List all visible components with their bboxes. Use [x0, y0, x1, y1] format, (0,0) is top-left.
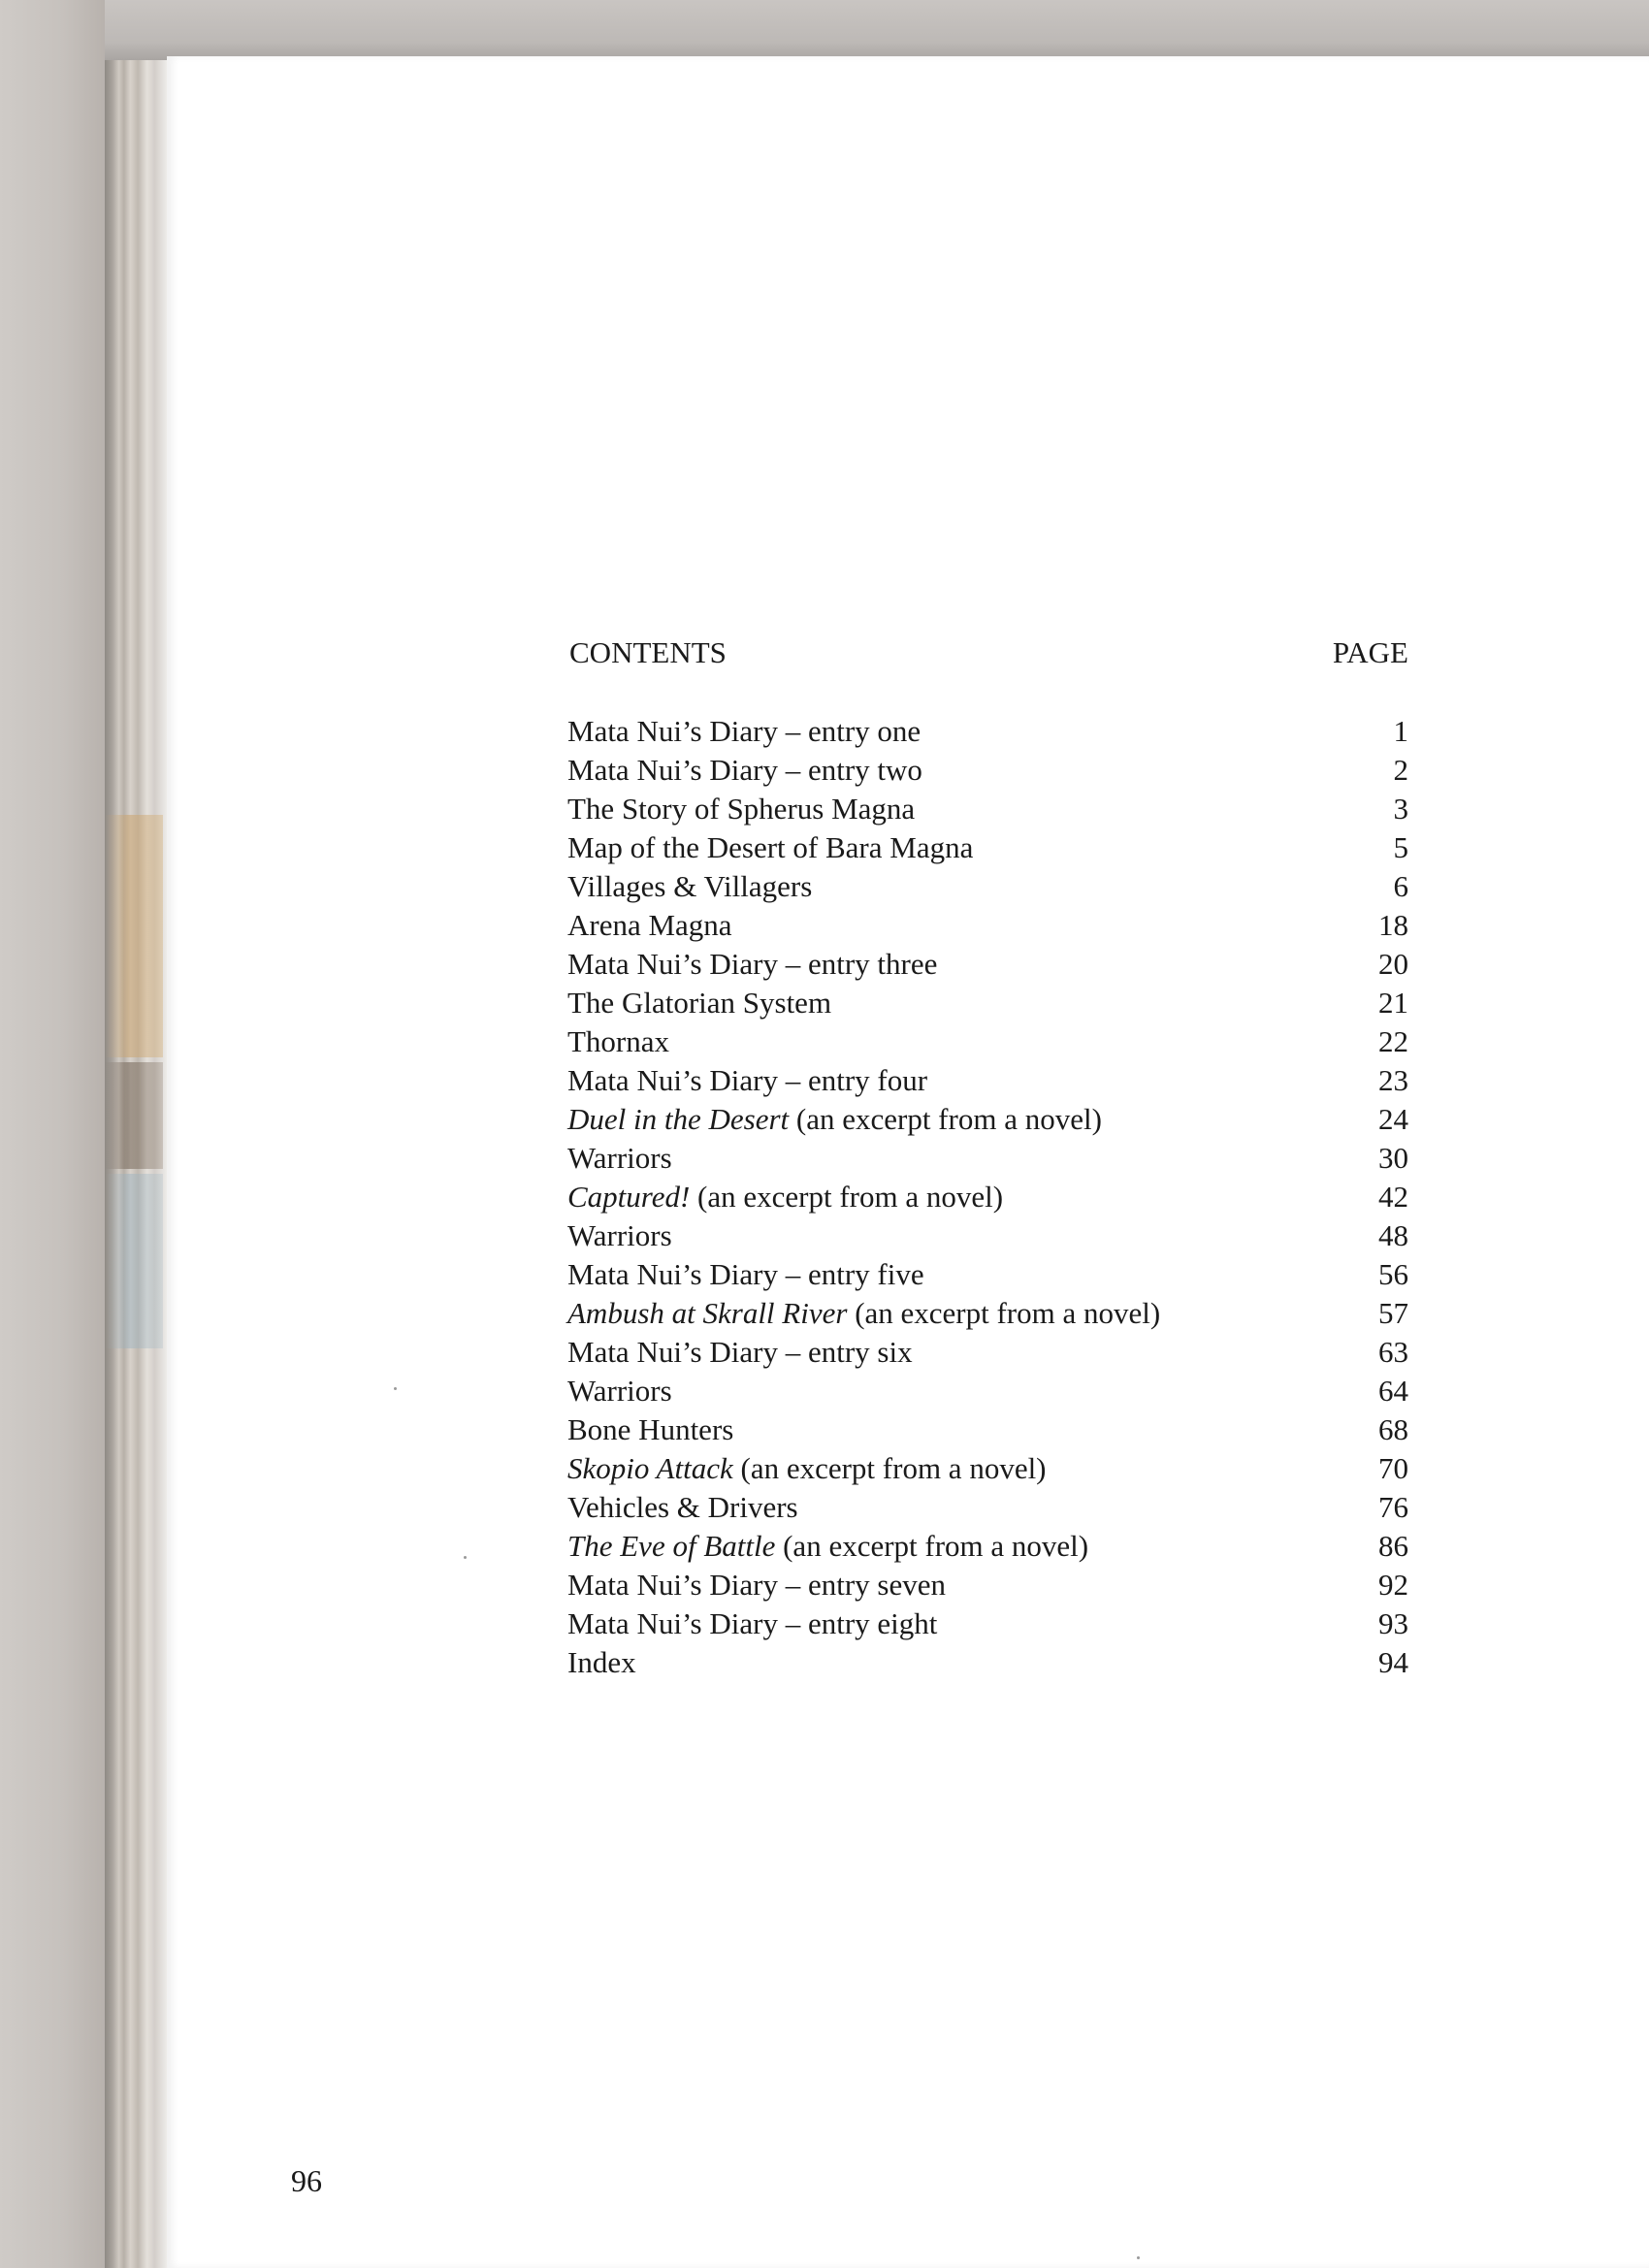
toc-entry-title — [567, 1294, 1160, 1333]
toc-entry-title — [567, 906, 732, 945]
toc-entry-title-text: Warriors — [567, 1218, 672, 1252]
toc-entry — [567, 1449, 1408, 1488]
toc-entry-page-number: 86 — [1378, 1529, 1408, 1563]
page-column-heading: PAGE — [1332, 635, 1408, 669]
toc-entry-title-text: Mata Nui’s Diary – entry six — [567, 1335, 913, 1369]
toc-entry-page-number: 63 — [1378, 1335, 1408, 1369]
toc-entry-title-text: Mata Nui’s Diary – entry two — [567, 753, 922, 787]
toc-entry-title-text: Map of the Desert of Bara Magna — [567, 830, 974, 864]
toc-entry-title — [567, 1255, 924, 1294]
toc-entry-title — [567, 751, 922, 790]
toc-entry-title — [567, 1527, 1088, 1566]
toc-entry — [567, 1139, 1408, 1178]
toc-entry-title — [567, 1410, 733, 1449]
toc-entry-work-title: Duel in the Desert — [567, 1102, 790, 1136]
toc-entry-title — [567, 1372, 672, 1410]
toc-entry — [567, 1022, 1408, 1061]
toc-entry-title — [567, 1216, 672, 1255]
toc-entry-title-text: The Glatorian System — [567, 986, 832, 1020]
toc-entry — [567, 828, 1408, 867]
toc-entry-page-number: 6 — [1393, 869, 1408, 903]
toc-entry-work-title: Captured! — [567, 1180, 691, 1214]
toc-entry-title — [567, 1100, 1102, 1139]
toc-entry — [567, 1410, 1408, 1449]
toc-entry-title-text: Warriors — [567, 1141, 672, 1175]
toc-entry-note: (an excerpt from a novel) — [775, 1529, 1089, 1563]
toc-entry-page-number: 93 — [1378, 1606, 1408, 1640]
paper-speck — [464, 1556, 467, 1559]
toc-entry-work-title: Ambush at Skrall River — [567, 1296, 848, 1330]
contents-heading: CONTENTS — [569, 635, 727, 669]
toc-entry — [567, 1488, 1408, 1527]
toc-entry — [567, 1333, 1408, 1372]
toc-entry — [567, 945, 1408, 984]
toc-entry-title-text: Mata Nui’s Diary – entry three — [567, 947, 938, 981]
toc-entry-title — [567, 1643, 636, 1682]
toc-entry — [567, 906, 1408, 945]
toc-entry-page-number: 70 — [1378, 1451, 1408, 1485]
toc-entry — [567, 984, 1408, 1022]
toc-entry-title-text: Mata Nui’s Diary – entry four — [567, 1063, 928, 1097]
toc-entry-title-text: Index — [567, 1645, 636, 1679]
toc-entry-page-number: 20 — [1378, 947, 1408, 981]
toc-entry-title — [567, 984, 831, 1022]
toc-entry-title — [567, 1178, 1003, 1216]
toc-entry-title-text: Thornax — [567, 1024, 670, 1058]
toc-entry-title-text: The Story of Spherus Magna — [567, 792, 916, 826]
toc-entry-title — [567, 1566, 946, 1604]
toc-entry-title — [567, 867, 812, 906]
toc-entry — [567, 1604, 1408, 1643]
toc-entry-title — [567, 945, 937, 984]
toc-entry-title — [567, 1139, 672, 1178]
toc-entry — [567, 1178, 1408, 1216]
toc-entry-title — [567, 1061, 927, 1100]
table-of-contents — [567, 635, 1408, 1682]
toc-entry-page-number: 57 — [1378, 1296, 1408, 1330]
toc-entry-title-text: Arena Magna — [567, 908, 732, 942]
toc-entry — [567, 751, 1408, 790]
toc-entry — [567, 1566, 1408, 1604]
toc-entry-page-number: 94 — [1378, 1645, 1408, 1679]
scanner-background-left — [0, 0, 105, 2268]
spine-color-band — [105, 1062, 163, 1169]
toc-entry-title — [567, 1449, 1047, 1488]
toc-entry-title-text: Mata Nui’s Diary – entry seven — [567, 1568, 946, 1602]
toc-entry-title-text: Bone Hunters — [567, 1412, 734, 1446]
spine-color-band — [105, 1174, 163, 1348]
toc-entry-page-number: 23 — [1378, 1063, 1408, 1097]
toc-entry-title-text: Warriors — [567, 1374, 672, 1408]
toc-entry-page-number: 24 — [1378, 1102, 1408, 1136]
toc-entry — [567, 1643, 1408, 1682]
toc-entry-work-title: The Eve of Battle — [567, 1529, 776, 1563]
toc-entry — [567, 867, 1408, 906]
toc-entry-title-text: Villages & Villagers — [567, 869, 813, 903]
toc-entry-page-number: 48 — [1378, 1218, 1408, 1252]
toc-entry-page-number: 92 — [1378, 1568, 1408, 1602]
toc-entry-page-number: 42 — [1378, 1180, 1408, 1214]
toc-entry — [567, 1527, 1408, 1566]
toc-entry-title — [567, 790, 915, 828]
toc-entry-page-number: 30 — [1378, 1141, 1408, 1175]
toc-entry-title — [567, 712, 921, 751]
scanner-background-top — [0, 0, 1649, 60]
toc-header — [567, 635, 1408, 703]
toc-entry-note: (an excerpt from a novel) — [690, 1180, 1004, 1214]
toc-entry — [567, 1372, 1408, 1410]
toc-entry-work-title: Skopio Attack — [567, 1451, 733, 1485]
toc-entry-title — [567, 1333, 913, 1372]
toc-entry-page-number: 21 — [1378, 986, 1408, 1020]
toc-entry-list — [567, 703, 1408, 1682]
toc-entry-note: (an excerpt from a novel) — [732, 1451, 1047, 1485]
toc-entry-page-number: 64 — [1378, 1374, 1408, 1408]
page-number: 96 — [291, 2163, 322, 2198]
spine-color-band — [105, 815, 163, 1057]
toc-entry — [567, 712, 1408, 751]
toc-entry — [567, 1294, 1408, 1333]
toc-entry — [567, 1061, 1408, 1100]
toc-entry-title — [567, 1488, 798, 1527]
toc-entry-page-number: 56 — [1378, 1257, 1408, 1291]
toc-entry-title-text: Mata Nui’s Diary – entry one — [567, 714, 922, 748]
paper-speck — [1137, 2256, 1140, 2259]
paper-speck — [394, 1387, 397, 1390]
toc-entry-page-number: 2 — [1393, 753, 1408, 787]
toc-entry-page-number: 18 — [1378, 908, 1408, 942]
toc-entry-note: (an excerpt from a novel) — [789, 1102, 1102, 1136]
toc-entry-title — [567, 828, 973, 867]
toc-entry-title — [567, 1604, 937, 1643]
toc-entry-page-number: 3 — [1393, 792, 1408, 826]
toc-entry-title — [567, 1022, 669, 1061]
toc-entry-page-number: 76 — [1378, 1490, 1408, 1524]
toc-entry — [567, 1100, 1408, 1139]
toc-entry-title-text: Vehicles & Drivers — [567, 1490, 798, 1524]
toc-entry-page-number: 1 — [1393, 714, 1408, 748]
toc-entry-title-text: Mata Nui’s Diary – entry eight — [567, 1606, 938, 1640]
toc-entry — [567, 1255, 1408, 1294]
toc-entry-note: (an excerpt from a novel) — [847, 1296, 1161, 1330]
toc-entry-page-number: 5 — [1393, 830, 1408, 864]
toc-entry-page-number: 22 — [1378, 1024, 1408, 1058]
toc-entry — [567, 1216, 1408, 1255]
toc-entry-title-text: Mata Nui’s Diary – entry five — [567, 1257, 924, 1291]
toc-entry-page-number: 68 — [1378, 1412, 1408, 1446]
toc-entry — [567, 790, 1408, 828]
